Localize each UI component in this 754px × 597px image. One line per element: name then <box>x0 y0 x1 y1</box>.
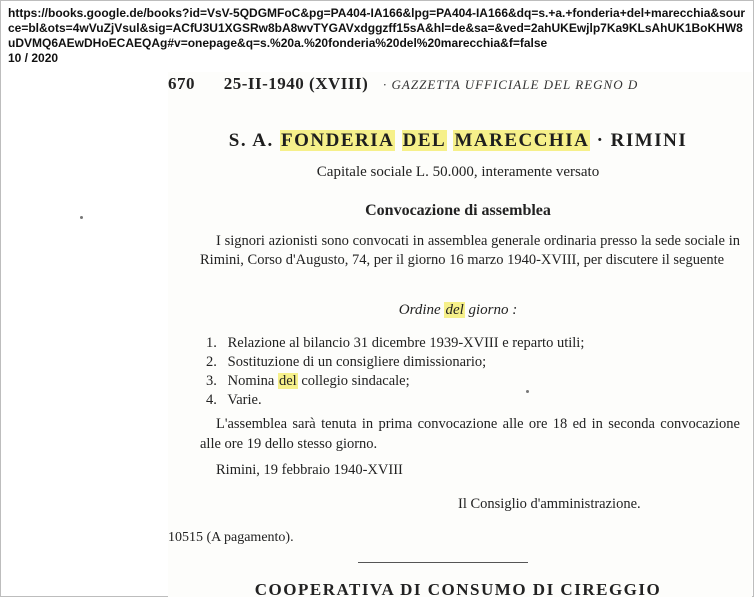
header-date: 25-II-1940 (XVIII) <box>223 74 369 93</box>
agenda-item <box>206 391 736 410</box>
agenda-item-number: 3. <box>206 373 217 389</box>
agenda-item-number: 1. <box>206 335 217 351</box>
gazette-header <box>168 74 752 94</box>
notice-reference: 10515 (A pagamento). <box>168 530 294 545</box>
agenda-list <box>206 334 736 410</box>
agenda-item-text: Sostituzione di un consigliere dimissionario; <box>227 354 487 370</box>
company-name-del: DEL <box>402 130 447 151</box>
capital-line: Capitale sociale L. 50.000, interamente versato <box>316 164 600 180</box>
company-heading <box>168 130 748 152</box>
url-text[interactable]: https://books.google.de/books?id=VsV-5QDGMFoC&pg=PA404-IA166&lpg=PA404-IA166&dq=s.+a.+fonderia+del+marecchia&source=bl&ots=4wVuZjVsul&sig=ACfU3U1XGSRw8bA8wvTYGAVxdggzff15sA&hl=de&sa=&ved=2ahUKEwjlp7Ka9KLsAhUK1BoKHW8uDVMQ6AEwDHoECAEQAg#v=onepage&q=s.%20a.%20fonderia%20del%20marecchia&f=false <box>8 6 746 50</box>
ordine-word: Ordine <box>398 302 441 318</box>
page-counter: 10 / 2020 <box>8 51 59 65</box>
company-suffix: · RIMINI <box>596 130 688 151</box>
scanned-page <box>168 72 752 597</box>
convocation-title: Convocazione di assemblea <box>365 202 551 219</box>
ordine-del-highlight: del <box>445 302 464 318</box>
agenda-item-highlight: del <box>278 373 297 389</box>
agenda-item-number: 4. <box>206 392 217 408</box>
section-divider <box>358 562 528 563</box>
agenda-item-text-after: collegio sindacale; <box>301 373 410 389</box>
company-name-marecchia: MARECCHIA <box>454 130 590 151</box>
agenda-item-number: 2. <box>206 354 217 370</box>
company-name-fonderia: FONDERIA <box>281 130 395 151</box>
agenda-item <box>206 372 736 391</box>
scan-speck <box>80 216 83 219</box>
agenda-item <box>206 353 736 372</box>
header-page-number: 670 <box>168 74 195 93</box>
url-text-block <box>8 6 750 66</box>
agenda-item-text-before: Nomina <box>227 373 275 389</box>
ordine-del-giorno-heading <box>168 302 748 319</box>
place-and-date: Rimini, 19 febbraio 1940-XVIII <box>216 462 403 478</box>
next-notice-heading: COOPERATIVA DI CONSUMO DI CIREGGIO <box>254 580 662 597</box>
assembly-paragraph: L'assemblea sarà tenuta in prima convocazione alle ore 18 ed in seconda convocazione alle ore 19 dello stesso giorno. <box>200 416 740 452</box>
agenda-item-text: Varie. <box>227 392 262 408</box>
agenda-item-text: Relazione al bilancio 31 dicembre 1939-XVIII e reparto utili; <box>227 335 585 351</box>
intro-paragraph: I signori azionisti sono convocati in assemblea generale ordinaria presso la sede sociale in Rimini, Corso d'Augusto, 74, per il giorno 16 marzo 1940-XVIII, per discutere il seguente <box>200 233 740 268</box>
header-gazette-title: · GAZZETTA UFFICIALE DEL REGNO D <box>383 77 639 92</box>
agenda-item <box>206 334 736 353</box>
ordine-giorno-word: giorno : <box>468 302 518 318</box>
signature-line: Il Consiglio d'amministrazione. <box>458 496 641 512</box>
scan-speck <box>526 390 529 393</box>
company-prefix: S. A. <box>228 130 274 151</box>
